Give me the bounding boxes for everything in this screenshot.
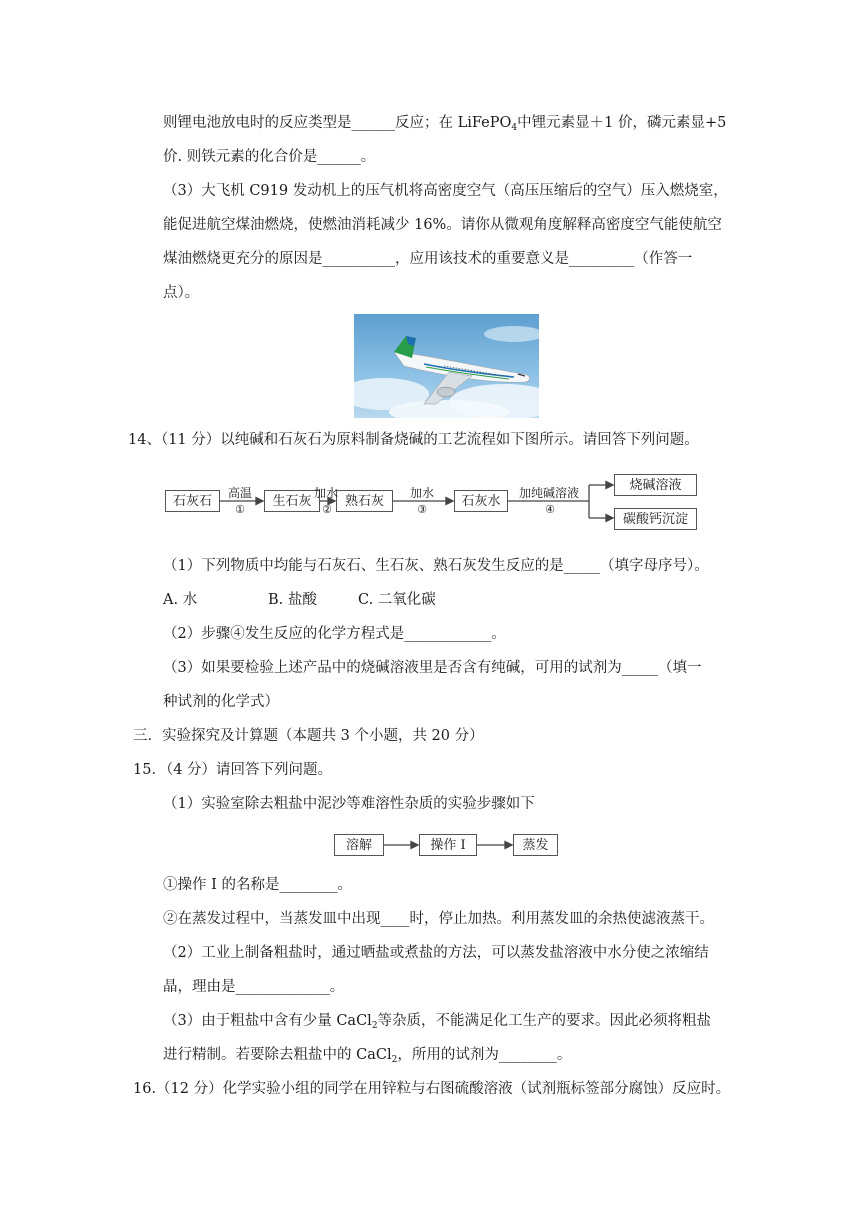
flow-step-4: ④ <box>545 503 555 516</box>
flow-box-evaporate: 蒸发 <box>513 834 558 856</box>
q16-stem: 16.（12 分）化学实验小组的同学在用锌粒与右图硫酸溶液（试剂瓶标签部分腐蚀）反应时。 <box>133 1081 731 1097</box>
flow-box-quicklime: 生石灰 <box>264 490 320 512</box>
q14-part1: （1）下列物质中均能与石灰石、生石灰、熟石灰发生反应的是_____（填字母序号）。 <box>163 558 709 574</box>
flow-box-lime-water: 石灰水 <box>454 490 508 512</box>
q15-part3-line-1: （3）由于粗盐中含有少量 CaCl$_2$等杂质，不能满足化工生产的要求。因此必须将粗盐 <box>163 1013 712 1031</box>
flow-box-slaked-lime: 熟石灰 <box>336 490 393 512</box>
q14-option-b: B. 盐酸 <box>268 592 317 608</box>
q15-sub-2: ②在蒸发过程中，当蒸发皿中出现____时，停止加热。利用蒸发皿的余热使滤液蒸干。 <box>163 911 714 927</box>
flow-label-add-water-1: 加水 <box>313 486 338 500</box>
q14-part3-line-1: （3）如果要检验上述产品中的烧碱溶液里是否含有纯碱，可用的试剂为_____（填一 <box>163 660 702 676</box>
flow-box-operation-i: 操作 I <box>419 834 477 856</box>
q13-part3-line-1: （3）大飞机 C919 发动机上的压气机将高密度空气（高压压缩后的空气）压入燃烧室， <box>163 183 728 199</box>
q15-part2-line-1: （2）工业上制备粗盐时，通过晒盐或煮盐的方法，可以蒸发盐溶液中水分使之浓缩结 <box>163 945 709 961</box>
flow-label-high-temp: 高温 <box>227 486 252 500</box>
flow-label-add-water-2: 加水 <box>409 486 434 500</box>
flow-step-2: ② <box>322 503 332 516</box>
q13-line-2: 价. 则铁元素的化合价是______。 <box>163 149 376 165</box>
flow-step-3: ③ <box>417 503 427 516</box>
q15-part2-line-2: 晶，理由是_____________。 <box>163 979 345 995</box>
flow-step-1: ① <box>235 503 245 516</box>
q13-part3-line-4: 点）。 <box>163 285 200 301</box>
q15-part1: （1）实验室除去粗盐中泥沙等难溶性杂质的实验步骤如下 <box>163 796 535 812</box>
q13-part3-line-2: 能促进航空煤油燃烧，使燃油消耗减少 16%。请你从微观角度解释高密度空气能使航空 <box>163 217 722 233</box>
flow-box-dissolve: 溶解 <box>334 834 384 856</box>
flow-box-caustic-soda-solution: 烧碱溶液 <box>614 474 697 496</box>
q15-part3-line-2: 进行精制。若要除去粗盐中的 CaCl$_2$，所用的试剂为________。 <box>163 1047 572 1065</box>
flow-label-add-soda: 加纯碱溶液 <box>518 486 579 500</box>
q15-sub-1: ①操作 I 的名称是________。 <box>163 877 352 893</box>
q14-part3-line-2: 种试剂的化学式） <box>163 694 279 710</box>
flow-box-limestone: 石灰石 <box>165 490 220 512</box>
flow-box-calcium-carbonate-precipitate: 碳酸钙沉淀 <box>614 508 697 530</box>
q14-option-a: A. 水 <box>163 592 198 608</box>
q15-stem: 15．（4 分）请回答下列问题。 <box>133 762 333 778</box>
q13-line-1: 则锂电池放电时的反应类型是______反应；在 LiFePO$_4$中锂元素显＋1 价，磷元素显+5 <box>163 115 727 133</box>
section-3-heading: 三．实验探究及计算题（本题共 3 个小题，共 20 分） <box>133 728 484 744</box>
q14-part2: （2）步骤④发生反应的化学方程式是____________。 <box>163 626 506 642</box>
q14-stem: 14、（11 分）以纯碱和石灰石为原料制备烧碱的工艺流程如下图所示。请回答下列问题。 <box>128 432 699 448</box>
q13-part3-line-3: 煤油燃烧更充分的原因是__________，应用该技术的重要意义是_________（作答一 <box>163 251 693 267</box>
q14-option-c: C. 二氧化碳 <box>358 592 436 608</box>
